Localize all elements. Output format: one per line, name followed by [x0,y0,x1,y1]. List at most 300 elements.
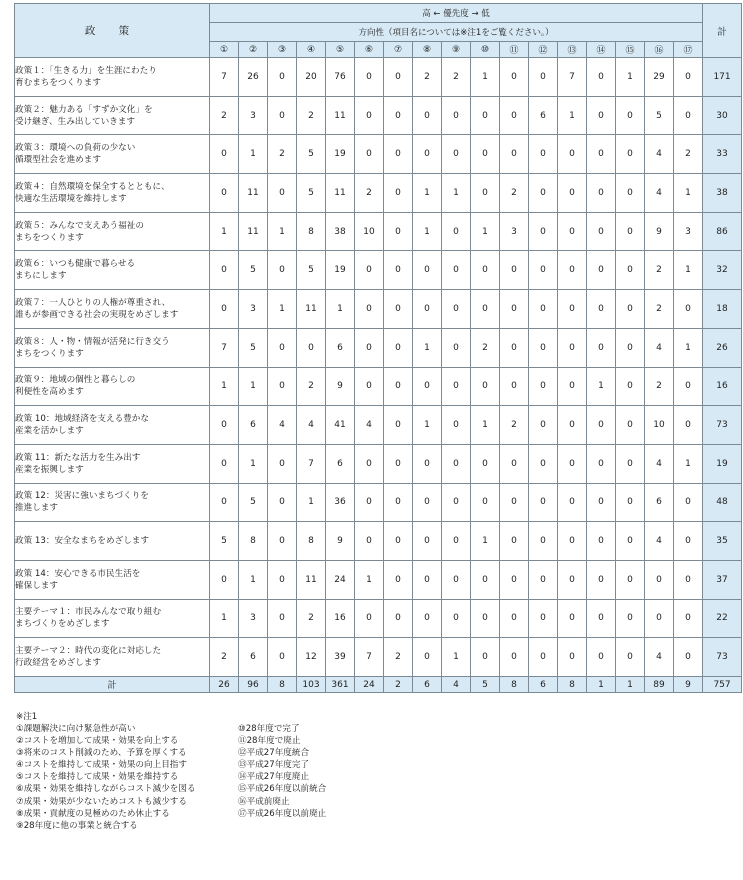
value-cell: 0 [471,290,500,329]
value-cell: 19 [326,135,355,174]
value-cell: 0 [384,135,413,174]
value-cell: 8 [297,522,326,561]
value-cell: 11 [326,96,355,135]
value-cell: 0 [529,174,558,213]
policy-name-line1: 政策２：魅力ある「すずか文化」を [15,104,153,115]
sum-value-cell: 24 [355,677,384,693]
value-cell: 0 [587,135,616,174]
value-cell: 0 [616,251,645,290]
direction-header: 方向性（項目名については※注1をご覧ください。） [210,23,703,42]
value-cell: 7 [355,638,384,677]
value-cell: 7 [210,328,239,367]
direction-number-header: ⑰ [674,42,703,58]
value-cell: 0 [674,96,703,135]
note-item: ⑯平成前廃止 [238,796,290,807]
value-cell: 2 [210,96,239,135]
value-cell: 0 [268,483,297,522]
sum-value-cell: 96 [239,677,268,693]
value-cell: 1 [442,638,471,677]
value-cell: 0 [442,522,471,561]
policy-name-cell [15,367,210,406]
note-item: ③将来のコスト削減のため、予算を厚くする [16,748,187,759]
value-cell: 0 [268,560,297,599]
policy-name-cell [15,58,210,97]
sum-value-cell: 8 [500,677,529,693]
value-cell: 1 [471,522,500,561]
table-row [15,328,742,367]
direction-number-header: ③ [268,42,297,58]
value-cell: 4 [268,406,297,445]
note-item: ⑨28年度に他の事業と統合する [16,820,138,831]
note-item: ⑧成果・貢献度の見極めのため休止する [16,808,170,819]
policy-name-cell [15,599,210,638]
value-cell: 0 [674,560,703,599]
sum-value-cell: 1 [616,677,645,693]
value-cell: 2 [268,135,297,174]
value-cell: 1 [268,212,297,251]
table-row [15,406,742,445]
value-cell: 4 [645,444,674,483]
value-cell: 0 [442,599,471,638]
policy-name-line1: 主要テーマ２：時代の変化に対応した [15,646,162,657]
sum-value-cell: 6 [413,677,442,693]
value-cell: 0 [471,367,500,406]
value-cell: 0 [587,290,616,329]
value-cell: 24 [326,560,355,599]
policy-name-line1: 政策 14：安心できる市民生活を [15,568,141,579]
policy-name-line1: 政策 12：災害に強いまちづくりを [15,491,149,502]
policy-direction-table [14,3,742,693]
value-cell: 0 [355,328,384,367]
value-cell: 1 [239,367,268,406]
row-total-cell: 37 [703,560,742,599]
value-cell: 0 [384,212,413,251]
value-cell: 0 [355,367,384,406]
value-cell: 0 [616,560,645,599]
table-row [15,290,742,329]
value-cell: 0 [500,638,529,677]
value-cell: 0 [500,328,529,367]
direction-number-header: ⑩ [471,42,500,58]
value-cell: 0 [210,444,239,483]
value-cell: 0 [442,367,471,406]
value-cell: 0 [384,560,413,599]
value-cell: 0 [558,599,587,638]
value-cell: 0 [616,96,645,135]
value-cell: 39 [326,638,355,677]
value-cell: 0 [210,135,239,174]
value-cell: 0 [500,560,529,599]
value-cell: 2 [210,638,239,677]
table-row [15,560,742,599]
notes-column-right [238,723,326,820]
value-cell: 2 [674,135,703,174]
value-cell: 0 [529,444,558,483]
value-cell: 11 [326,174,355,213]
value-cell: 7 [210,58,239,97]
value-cell: 0 [210,290,239,329]
value-cell: 0 [442,212,471,251]
value-cell: 2 [500,174,529,213]
table-row [15,367,742,406]
direction-number-header: ⑦ [384,42,413,58]
value-cell: 2 [645,367,674,406]
value-cell: 0 [529,406,558,445]
value-cell: 0 [384,483,413,522]
value-cell: 0 [587,444,616,483]
table-row [15,96,742,135]
value-cell: 3 [500,212,529,251]
policy-name-line2: 快適な生活環境を維持します [15,193,127,204]
policy-name-line2: まちづくりをめざします [15,619,110,630]
policy-name-line1: 政策 10：地域経済を支える豊かな [15,414,149,425]
policy-name-cell [15,328,210,367]
value-cell: 0 [529,522,558,561]
value-cell: 1 [674,444,703,483]
value-cell: 1 [413,328,442,367]
value-cell: 0 [413,367,442,406]
value-cell: 0 [558,560,587,599]
value-cell: 3 [239,96,268,135]
policy-name-cell [15,560,210,599]
value-cell: 0 [616,367,645,406]
value-cell: 0 [645,599,674,638]
value-cell: 0 [616,522,645,561]
value-cell: 36 [326,483,355,522]
value-cell: 0 [471,135,500,174]
value-cell: 0 [500,599,529,638]
value-cell: 0 [529,58,558,97]
value-cell: 0 [587,522,616,561]
policy-name-line2: まちをつくります [15,348,84,359]
value-cell: 0 [413,638,442,677]
policy-name-line1: 政策３：環境への負荷の少ない [15,143,136,154]
value-cell: 1 [442,174,471,213]
value-cell: 0 [268,96,297,135]
value-cell: 0 [355,251,384,290]
value-cell: 0 [616,290,645,329]
value-cell: 0 [268,599,297,638]
value-cell: 1 [268,290,297,329]
value-cell: 0 [268,174,297,213]
value-cell: 0 [587,599,616,638]
value-cell: 0 [355,96,384,135]
value-cell: 2 [413,58,442,97]
value-cell: 1 [558,96,587,135]
value-cell: 38 [326,212,355,251]
value-cell: 0 [674,406,703,445]
value-cell: 0 [616,599,645,638]
value-cell: 0 [268,638,297,677]
policy-name-line1: 政策４：自然環境を保全するとともに、 [15,181,170,192]
value-cell: 0 [413,96,442,135]
policy-name-line1: 政策１：「生きる力」を生涯にわたり [15,65,157,76]
value-cell: 10 [355,212,384,251]
direction-number-header: ⑫ [529,42,558,58]
value-cell: 1 [355,560,384,599]
note-item: ⑪28年度で廃止 [238,736,301,747]
value-cell: 0 [442,328,471,367]
value-cell: 0 [297,328,326,367]
value-cell: 0 [355,290,384,329]
value-cell: 7 [297,444,326,483]
policy-name-line2: 行政経営をめざします [15,658,101,669]
value-cell: 2 [384,638,413,677]
sum-value-cell: 6 [529,677,558,693]
value-cell: 0 [355,135,384,174]
table-row [15,212,742,251]
value-cell: 1 [210,212,239,251]
sum-value-cell: 9 [674,677,703,693]
policy-name-line2: まちにします [15,271,67,282]
table-row [15,483,742,522]
value-cell: 0 [587,212,616,251]
policy-name-line2: 循環型社会を進めます [15,155,101,166]
value-cell: 0 [268,522,297,561]
value-cell: 0 [587,483,616,522]
direction-number-header: ⑧ [413,42,442,58]
value-cell: 0 [413,444,442,483]
direction-number-header: ⑤ [326,42,355,58]
value-cell: 0 [413,483,442,522]
value-cell: 4 [297,406,326,445]
value-cell: 0 [674,522,703,561]
value-cell: 2 [645,290,674,329]
value-cell: 0 [442,483,471,522]
note-item: ⑤コストを維持して成果・効果を維持する [16,772,179,783]
value-cell: 29 [645,58,674,97]
value-cell: 0 [558,483,587,522]
sum-value-cell: 361 [326,677,355,693]
sum-value-cell: 1 [587,677,616,693]
value-cell: 0 [413,599,442,638]
value-cell: 5 [645,96,674,135]
value-cell: 0 [587,58,616,97]
value-cell: 0 [471,638,500,677]
value-cell: 0 [384,328,413,367]
table-row [15,522,742,561]
value-cell: 1 [413,174,442,213]
value-cell: 0 [210,560,239,599]
value-cell: 4 [645,174,674,213]
value-cell: 8 [297,212,326,251]
value-cell: 0 [616,483,645,522]
value-cell: 0 [616,174,645,213]
value-cell: 0 [210,483,239,522]
row-total-cell: 22 [703,599,742,638]
policy-name-line1: 政策７：一人ひとりの人権が尊重され、 [15,297,171,308]
value-cell: 0 [500,483,529,522]
value-cell: 0 [500,367,529,406]
value-cell: 0 [500,444,529,483]
value-cell: 0 [674,290,703,329]
value-cell: 5 [210,522,239,561]
policy-name-line1: 政策９：地域の個性と暮らしの [15,375,136,386]
value-cell: 0 [616,212,645,251]
grand-total-cell: 757 [703,677,742,693]
notes-section [16,711,327,831]
value-cell: 5 [239,483,268,522]
value-cell: 5 [297,135,326,174]
note-item: ⑩28年度で完了 [238,724,300,734]
policy-name-line1: 政策 13：安全なまちをめざします [15,536,149,547]
policy-name-cell [15,483,210,522]
value-cell: 0 [355,444,384,483]
table-row [15,444,742,483]
value-cell: 19 [326,251,355,290]
row-total-cell: 16 [703,367,742,406]
policy-name-line2: 産業を活かします [15,426,84,437]
policy-name-line2: 産業を振興します [15,464,84,475]
value-cell: 0 [442,96,471,135]
sum-row [15,677,742,693]
direction-number-header: ⑬ [558,42,587,58]
value-cell: 0 [529,135,558,174]
policy-name-cell [15,638,210,677]
policy-name-cell [15,96,210,135]
value-cell: 0 [616,135,645,174]
row-total-cell: 30 [703,96,742,135]
value-cell: 0 [268,367,297,406]
value-cell: 20 [297,58,326,97]
value-cell: 2 [645,251,674,290]
value-cell: 1 [210,599,239,638]
value-cell: 0 [674,483,703,522]
table-row [15,638,742,677]
value-cell: 12 [297,638,326,677]
value-cell: 6 [326,444,355,483]
value-cell: 0 [442,135,471,174]
value-cell: 0 [384,367,413,406]
value-cell: 0 [500,135,529,174]
value-cell: 5 [239,251,268,290]
value-cell: 0 [558,367,587,406]
value-cell: 0 [500,251,529,290]
policy-name-cell [15,212,210,251]
policy-name-line1: 政策 11：新たな活力を生み出す [15,452,141,463]
value-cell: 0 [442,560,471,599]
value-cell: 0 [268,444,297,483]
direction-number-header: ④ [297,42,326,58]
table-row [15,251,742,290]
value-cell: 0 [471,251,500,290]
sum-value-cell: 8 [558,677,587,693]
notes-column-left [16,723,196,832]
value-cell: 0 [268,58,297,97]
table-row [15,135,742,174]
direction-number-header: ② [239,42,268,58]
policy-name-line2: 受け継ぎ、生み出していきます [15,116,135,127]
value-cell: 0 [529,212,558,251]
sum-value-cell: 8 [268,677,297,693]
table-row [15,174,742,213]
value-cell: 0 [384,58,413,97]
direction-number-header: ① [210,42,239,58]
value-cell: 0 [355,58,384,97]
value-cell: 0 [384,406,413,445]
value-cell: 0 [500,522,529,561]
value-cell: 9 [645,212,674,251]
direction-number-header: ⑪ [500,42,529,58]
row-total-cell: 86 [703,212,742,251]
value-cell: 1 [210,367,239,406]
note-item: ④コストを維持して成果・効果の向上目指す [16,760,187,771]
row-total-cell: 73 [703,638,742,677]
row-total-cell: 26 [703,328,742,367]
value-cell: 0 [558,135,587,174]
policy-name-line1: 政策６：いつも健康で暮らせる [15,259,136,270]
note-item: ⑫平成27年度統合 [238,748,310,759]
value-cell: 2 [297,599,326,638]
value-cell: 7 [558,58,587,97]
value-cell: 2 [297,96,326,135]
value-cell: 0 [645,560,674,599]
value-cell: 4 [645,522,674,561]
direction-number-header: ⑭ [587,42,616,58]
value-cell: 0 [558,444,587,483]
policy-name-line1: 政策８：人・物・情報が活発に行き交う [15,336,170,347]
value-cell: 1 [616,58,645,97]
value-cell: 0 [210,406,239,445]
value-cell: 0 [558,406,587,445]
value-cell: 1 [471,58,500,97]
value-cell: 1 [239,135,268,174]
value-cell: 1 [471,212,500,251]
value-cell: 3 [674,212,703,251]
value-cell: 4 [645,638,674,677]
value-cell: 11 [297,560,326,599]
value-cell: 0 [558,212,587,251]
value-cell: 0 [413,251,442,290]
table-row [15,58,742,97]
value-cell: 0 [529,483,558,522]
value-cell: 11 [239,174,268,213]
table-row [15,599,742,638]
value-cell: 2 [471,328,500,367]
row-total-cell: 35 [703,522,742,561]
value-cell: 0 [500,58,529,97]
value-cell: 0 [384,290,413,329]
value-cell: 0 [413,290,442,329]
value-cell: 0 [471,174,500,213]
sum-value-cell: 89 [645,677,674,693]
value-cell: 0 [616,328,645,367]
value-cell: 2 [500,406,529,445]
value-cell: 0 [529,367,558,406]
value-cell: 0 [587,96,616,135]
value-cell: 0 [587,406,616,445]
row-total-cell: 48 [703,483,742,522]
value-cell: 0 [500,290,529,329]
value-cell: 0 [471,560,500,599]
policy-name-line2: 利便性を高めます [15,387,84,398]
direction-number-header: ⑮ [616,42,645,58]
total-header: 計 [703,4,742,58]
value-cell: 0 [384,96,413,135]
value-cell: 2 [355,174,384,213]
value-cell: 0 [529,328,558,367]
policy-name-line2: 誰もが参画できる社会の実現をめざします [15,309,179,320]
value-cell: 11 [297,290,326,329]
row-total-cell: 18 [703,290,742,329]
sum-value-cell: 2 [384,677,413,693]
direction-number-header: ⑯ [645,42,674,58]
value-cell: 0 [616,406,645,445]
value-cell: 0 [355,599,384,638]
value-cell: 8 [239,522,268,561]
value-cell: 0 [529,560,558,599]
value-cell: 0 [500,96,529,135]
